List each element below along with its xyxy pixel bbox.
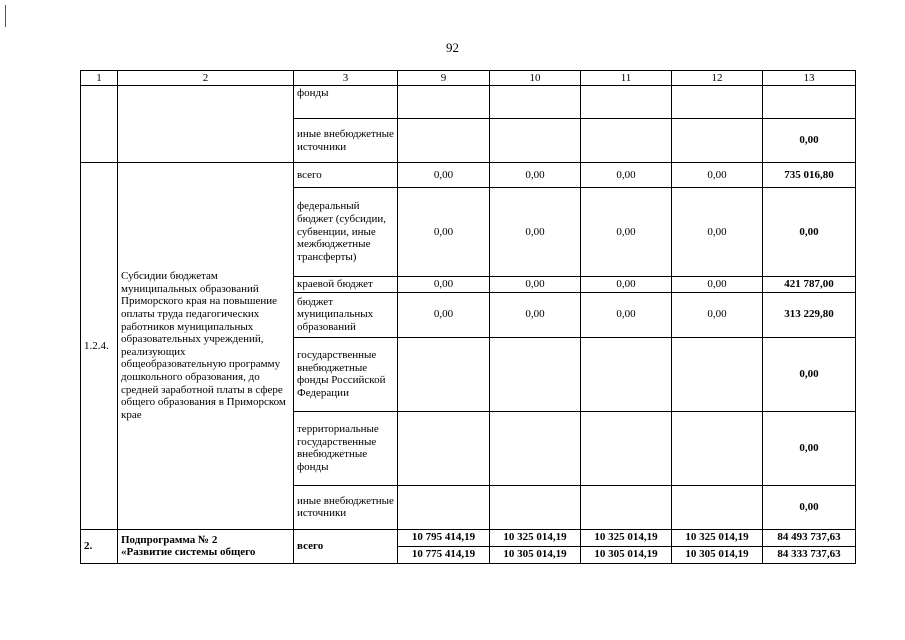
header-row [81,71,856,86]
value-cell: 0,00 [490,188,581,277]
number-cell [81,86,118,163]
page-edge-mark [5,5,6,27]
total-cell: 0,00 [763,337,856,411]
value-cell: 0,00 [581,292,672,337]
value-cell: 0,00 [398,292,490,337]
source-cell: всего [294,529,398,563]
value-cell: 10 305 014,19 [672,546,763,563]
value-cell: 0,00 [398,163,490,188]
source-cell: краевой бюджет [294,277,398,293]
value-cell: 10 325 014,19 [672,529,763,546]
value-cell: 0,00 [672,292,763,337]
total-cell: 0,00 [763,119,856,163]
value-cell [581,119,672,163]
total-cell: 84 493 737,63 [763,529,856,546]
value-cell: 10 325 014,19 [581,529,672,546]
total-cell: 735 016,80 [763,163,856,188]
total-cell: 0,00 [763,411,856,485]
total-cell: 421 787,00 [763,277,856,293]
value-cell [490,411,581,485]
header-cell-13: 13 [763,71,856,86]
table-row [81,163,856,188]
source-cell: бюджет муниципальных образований [294,292,398,337]
item-name-cell: Субсидии бюджетам муниципальных образований Приморского края на повышение оплаты труда педагогических работников муниципальных образовательных учреждений, реализующих общеобразовательную программу дошкольного образования, до средней заработной платы в сфере общего образования в Приморском крае [118,163,294,530]
value-cell: 0,00 [490,163,581,188]
subprogram-subtitle: «Развитие системы общего [121,546,256,559]
header-cell-10: 10 [490,71,581,86]
value-cell: 0,00 [581,163,672,188]
name-cell [118,86,294,163]
value-cell [398,485,490,529]
table-row [81,86,856,119]
header-cell-1: 1 [81,71,118,86]
value-cell [398,86,490,119]
value-cell [672,485,763,529]
value-cell [490,86,581,119]
value-cell: 0,00 [672,163,763,188]
value-cell: 0,00 [398,188,490,277]
value-cell: 0,00 [581,188,672,277]
value-cell [398,411,490,485]
table-row [81,529,856,546]
source-cell: фонды [294,86,398,119]
item-number-cell: 2. [81,529,118,563]
source-cell: государственные внебюджетные фонды Российской Федерации [294,337,398,411]
total-cell [763,86,856,119]
value-cell [672,119,763,163]
value-cell: 0,00 [490,292,581,337]
header-cell-3: 3 [294,71,398,86]
value-cell [672,337,763,411]
value-cell [490,485,581,529]
value-cell: 10 795 414,19 [398,529,490,546]
source-cell: иные внебюджетные источники [294,485,398,529]
total-cell: 84 333 737,63 [763,546,856,563]
value-cell: 0,00 [581,277,672,293]
value-cell [672,411,763,485]
value-cell: 0,00 [672,277,763,293]
value-cell [581,337,672,411]
subprogram-title: Подпрограмма № 2 [121,533,218,546]
source-cell: федеральный бюджет (субсидии, субвенции, иные межбюджетные трансферты) [294,188,398,277]
value-cell: 0,00 [672,188,763,277]
total-cell: 0,00 [763,188,856,277]
total-cell: 0,00 [763,485,856,529]
value-cell: 0,00 [398,277,490,293]
value-cell [581,485,672,529]
item-number-cell: 1.2.4. [81,163,118,530]
budget-table [80,70,856,564]
value-cell [398,119,490,163]
header-cell-9: 9 [398,71,490,86]
value-cell [672,86,763,119]
page-number: 92 [446,40,459,55]
value-cell: 0,00 [490,277,581,293]
source-cell: территориальные государственные внебюджетные фонды [294,411,398,485]
value-cell [581,411,672,485]
item-name-cell [118,529,294,563]
value-cell [581,86,672,119]
value-cell [398,337,490,411]
source-cell: всего [294,163,398,188]
header-cell-12: 12 [672,71,763,86]
value-cell [490,119,581,163]
value-cell: 10 305 014,19 [490,546,581,563]
header-cell-2: 2 [118,71,294,86]
value-cell: 10 305 014,19 [581,546,672,563]
value-cell: 10 775 414,19 [398,546,490,563]
value-cell [490,337,581,411]
total-cell: 313 229,80 [763,292,856,337]
source-cell: иные внебюджетные источники [294,119,398,163]
header-cell-11: 11 [581,71,672,86]
value-cell: 10 325 014,19 [490,529,581,546]
